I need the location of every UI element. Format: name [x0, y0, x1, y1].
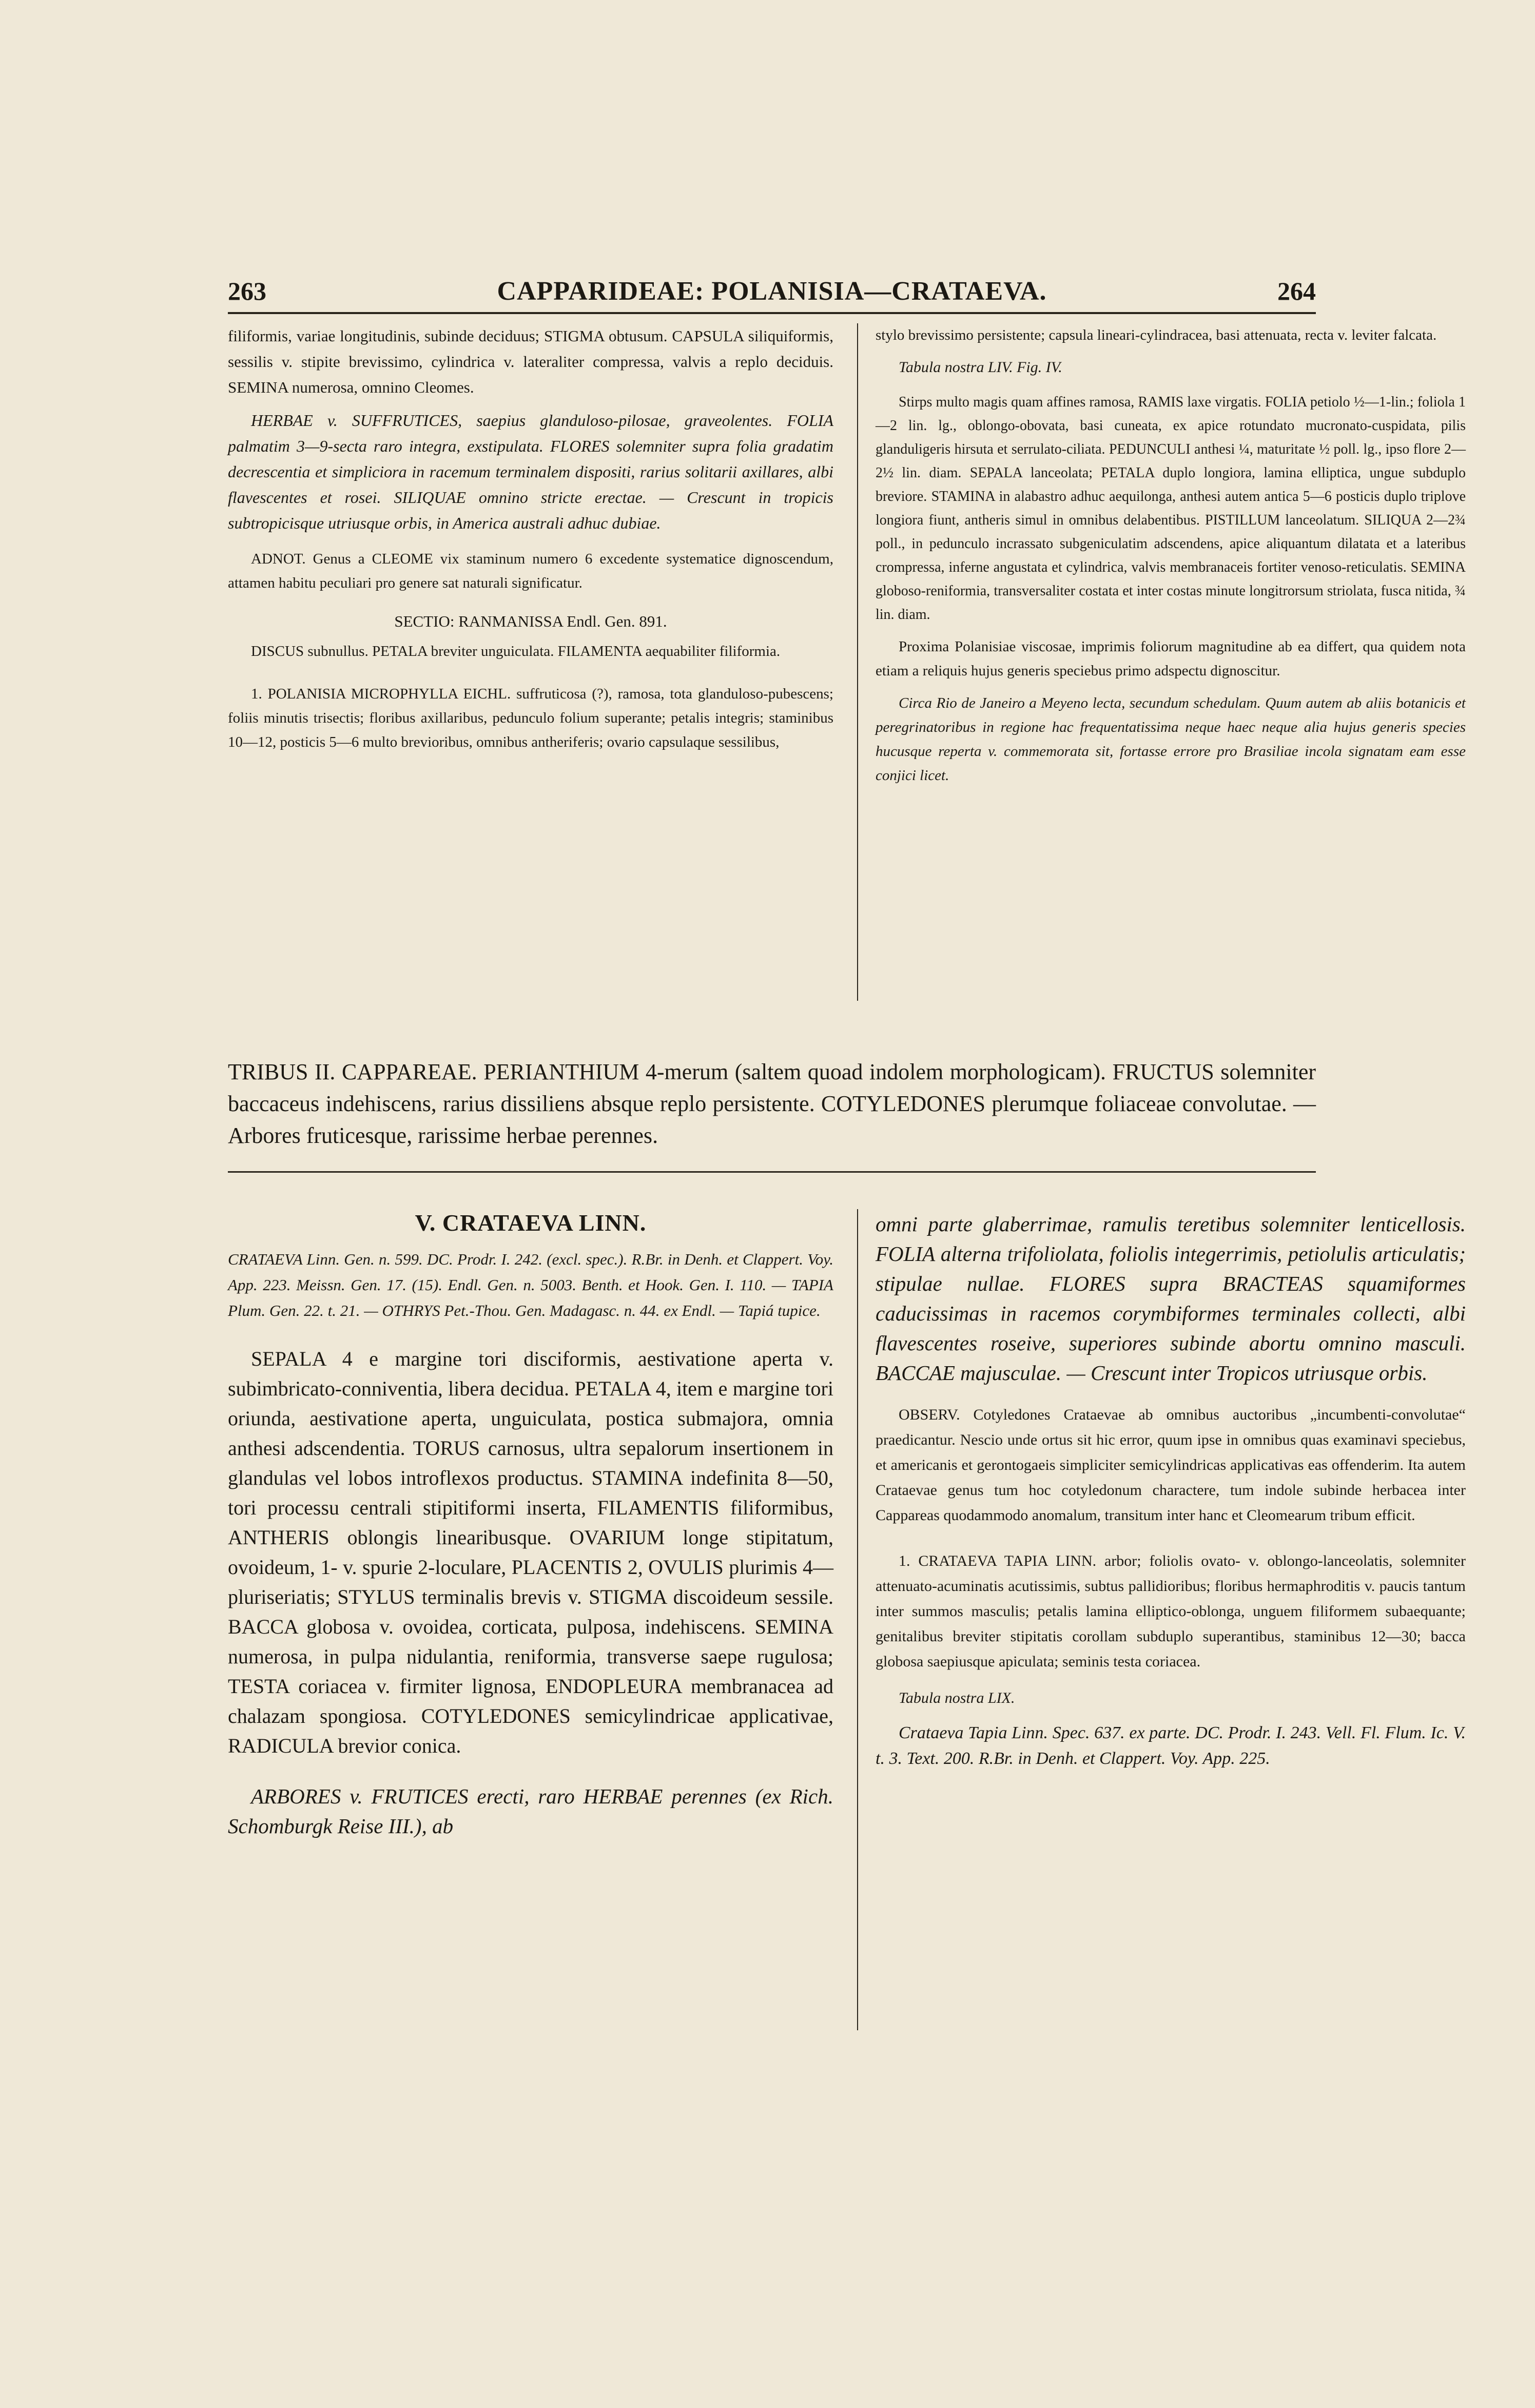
column-divider-top [857, 323, 858, 1001]
crataeva-tapia-references: Crataeva Tapia Linn. Spec. 637. ex parte. DC. Prodr. I. 243. Vell. Fl. Flum. Ic. V. t. 3. Text. 200. R.Br. in Denh. et Clappert. Voy. App. 225. [876, 1723, 1466, 1768]
tabula-lix: Tabula nostra LIX. [899, 1690, 1015, 1706]
page-number-left: 263 [228, 277, 266, 305]
page-number-right: 264 [1277, 277, 1316, 305]
running-head [228, 276, 1316, 317]
microphylla-locality: Circa Rio de Janeiro a Meyeno lecta, secundum schedulam. Quum autem ab aliis botanicis et peregrinatoribus in regione hac frequentatissima neque haec neque alia hujus generis species hucusque reperta v. commemorata sit, fortasse errore pro Brasiliae incola signatam eam esse conjici licet. [876, 695, 1466, 784]
tribus-capparea-heading: TRIBUS II. CAPPAREAE. PERIANTHIUM 4-merum (saltem quoad indolem morphologicam). FRUCTUS solemniter baccaceus indehiscens, rarius dissiliens absque replo persistente. COTYLEDONES plerumque foliaceae convolutae. — Arbores fruticesque, rarissime herbae perennes. [228, 1059, 1316, 1148]
sectio-heading: SECTIO: RANMANISSA Endl. Gen. 891. [394, 612, 667, 630]
section-rule [228, 1171, 1316, 1173]
polanisia-fruit-text: filiformis, variae longitudinis, subinde deciduus; STIGMA obtusum. CAPSULA siliquiformis, sessilis v. stipite brevissimo, cylindrica v. lateraliter compressa, valvis a replo deciduis. SEMINA numerosa, omnino Cleomes. [228, 327, 833, 396]
genus-heading-crataeva: V. CRATAEVA LINN. [415, 1210, 647, 1236]
left-column-top [228, 323, 833, 754]
microphylla-continued: stylo brevissimo persistente; capsula lineari-cylindracea, basi attenuata, recta v. leviter falcata. [876, 327, 1437, 343]
adnotatio: ADNOT. Genus a CLEOME vix staminum numero 6 excedente systematice dignoscendum, attamen habitu peculiari pro genere sat naturali significatur. [228, 551, 833, 591]
species-crataeva-tapia: 1. CRATAEVA TAPIA LINN. arbor; foliolis ovato- v. oblongo-lanceolatis, solemniter attenuato-acuminatis acutissimis, subtus pallidioribus; floribus hermaphroditis v. paucis tantum inter summos masculis; petalis lamina elliptico-oblonga, unguem filiformem subaequante; genitalibus breviter stipitatis corollam subduplo superantibus, staminibus 12—30; bacca globosa saepiusque apiculata; seminis testa coriacea. [876, 1552, 1466, 1670]
crataeva-synonymy: CRATAEVA Linn. Gen. n. 599. DC. Prodr. I. 242. (excl. spec.). R.Br. in Denh. et Clappert. Voy. App. 223. Meissn. Gen. 17. (15). Endl. Gen. n. 5003. Benth. et Hook. Gen. I. 110. — TAPIA Plum. Gen. 22. t. 21. — OTHRYS Pet.-Thou. Gen. Madagasc. n. 44. ex Endl. — Tapiá tupice. [228, 1250, 833, 1319]
sectio-text: DISCUS subnullus. PETALA breviter unguiculata. FILAMENTA aequabiliter filiformia. [251, 643, 781, 659]
page-title: CAPPARIDEAE: POLANISIA—CRATAEVA. [497, 277, 1047, 306]
crataeva-description: SEPALA 4 e margine tori disciformis, aestivatione aperta v. subimbricato-conniventia, libera decidua. PETALA 4, item e margine tori oriunda, aestivatione aperta, unguiculata, postica submajora, omnia anthesi adscendentia. TORUS carnosus, ultra sepalorum insertionem in glandulas vel lobos introflexos productus. STAMINA indefinita 8—50, tori processu centrali stipitiformi inserta, FILAMENTIS filiformibus, ANTHERIS oblongis linearibusque. OVARIUM longe stipitatum, ovoideum, 1- v. spurie 2-loculare, PLACENTIS 2, OVULIS plurimis 4—pluriseriatis; STYLUS terminalis brevis v. STIGMA discoideum sessile. BACCA globosa v. ovoidea, corticata, pulposa, indehiscens. SEMINA numerosa, in pulpa nidulantia, reniformia, transverse saepe rugulosa; TESTA coriacea v. firmiter lignosa, ENDOPLEURA membranacea ad chalazam spongiosa. COTYLEDONES semicylindricae applicativae, RADICULA brevior conica. [228, 1347, 833, 1757]
species-polanisia-microphylla: 1. POLANISIA MICROPHYLLA EICHL. suffruticosa (?), ramosa, tota glanduloso-pubescens; foliis minutis trisectis; floribus axillaribus, pedunculo folium superante; petalis integris; staminibus 10—12, posticis 5—6 multo brevioribus, omnibus antheriferis; ovario capsulaque sessilibus, [228, 686, 833, 750]
header-rule [228, 312, 1316, 314]
crataeva-habit-start: ARBORES v. FRUTICES erecti, raro HERBAE perennes (ex Rich. Schomburgk Reise III.), ab [228, 1784, 833, 1838]
crataeva-habit-continued: omni parte glaberrimae, ramulis teretibus solemniter lenticellosis. FOLIA alterna trifoliolata, foliolis integerrimis, petiolulis articulatis; stipulae nullae. FLORES supra BRACTEAS squamiformes caducissimas in racemos corymbiformes terminales collecti, albi flavescentes roseive, superiores subinde abortu omnino masculi. BACCAE majusculae. — Crescunt inter Tropicos utriusque orbis. [876, 1212, 1466, 1385]
right-column-bottom [876, 1209, 1466, 1772]
observatio: OBSERV. Cotyledones Crataevae ab omnibus auctoribus „incumbenti-convolutae“ praedicantur. Nescio unde ortus sit hic error, quum ipse in omnibus quas examinavi speciebus, et americanis et gerontogaeis simpliciter semicylindricas applicativas eas offenderim. Ita autem Crataevae genus tum hoc cotyledonum charactere, tum indole subinde herbacea inter Cappareas quodammodo anomalum, transitum inter hanc et Cleomearum tribum efficit. [876, 1406, 1466, 1524]
microphylla-affinity: Proxima Polanisiae viscosae, imprimis foliorum magnitudine ab ea differt, qua quidem nota etiam a reliquis hujus generis speciebus primo adspectu dignoscitur. [876, 638, 1466, 679]
right-column-top [876, 323, 1466, 788]
column-divider-bottom [857, 1209, 858, 2030]
left-column-bottom [228, 1209, 833, 1841]
polanisia-habit-text: HERBAE v. SUFFRUTICES, saepius glanduloso-pilosae, graveolentes. FOLIA palmatim 3—9-secta raro integra, exstipulata. FLORES solemniter supra folia gradatim decrescentia et simpliciora in racemum terminalem dispositi, rarius solitarii axillares, albi flavescentes et rosei. SILIQUAE omnino stricte erectae. — Crescunt in tropicis subtropicisque utriusque orbis, in America australi adhuc dubiae. [228, 411, 833, 532]
tabula-liv: Tabula nostra LIV. Fig. IV. [899, 359, 1062, 376]
microphylla-description: Stirps multo magis quam affines ramosa, RAMIS laxe virgatis. FOLIA petiolo ½—1-lin.; foliola 1—2 lin. lg., oblongo-obovata, basi cuneata, ex apice rotundato mucronato-cuspidata, pilis glanduligeris hirsuta et serrulato-ciliata. PEDUNCULI anthesi ¼, maturitate ½ poll. lg., ipso flore 2—2½ lin. diam. SEPALA lanceolata; PETALA duplo longiora, lamina elliptica, ungue subduplo breviore. STAMINA in alabastro adhuc aequilonga, anthesi autem antica 5—6 posticis duplo triplove longiora fiunt, antheris simul in omnibus delabentibus. PISTILLUM lanceolatum. SILIQUA 2—2¾ poll., in pedunculo incrassato subgeniculatim adscendens, apice aliquantum dilatata et a lateribus crompressa, inferne angustata et cylindrica, valvis membranaceis fortiter venoso-reticulatis. SEMINA globoso-reniformia, transversaliter costata et inter costas minute longitrorsum striolata, fusca nitida, ¾ lin. diam. [876, 394, 1466, 623]
